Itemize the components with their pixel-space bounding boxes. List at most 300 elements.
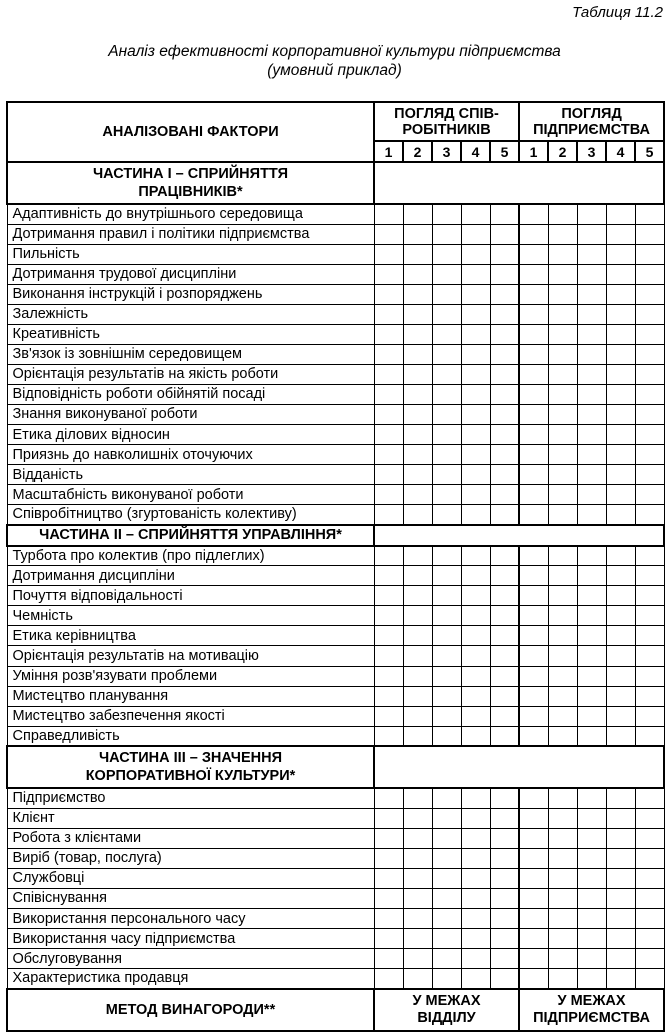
rating-cell[interactable]: [519, 888, 548, 908]
rating-cell[interactable]: [606, 404, 635, 424]
rating-cell[interactable]: [490, 485, 519, 505]
rating-cell[interactable]: [519, 324, 548, 344]
rating-cell[interactable]: [548, 868, 577, 888]
rating-cell[interactable]: [374, 324, 403, 344]
rating-cell[interactable]: [519, 445, 548, 465]
rating-cell[interactable]: [635, 546, 664, 566]
rating-cell[interactable]: [606, 425, 635, 445]
rating-cell[interactable]: [374, 929, 403, 949]
rating-cell[interactable]: [548, 304, 577, 324]
rating-cell[interactable]: [403, 264, 432, 284]
rating-cell[interactable]: [432, 505, 461, 525]
rating-cell[interactable]: [548, 566, 577, 586]
rating-cell[interactable]: [403, 465, 432, 485]
rating-cell[interactable]: [577, 485, 606, 505]
rating-cell[interactable]: [461, 868, 490, 888]
rating-cell[interactable]: [403, 586, 432, 606]
rating-cell[interactable]: [374, 949, 403, 969]
rating-cell[interactable]: [635, 264, 664, 284]
rating-cell[interactable]: [490, 404, 519, 424]
rating-cell[interactable]: [490, 304, 519, 324]
rating-cell[interactable]: [403, 969, 432, 989]
rating-cell[interactable]: [635, 505, 664, 525]
rating-cell[interactable]: [577, 364, 606, 384]
rating-cell[interactable]: [432, 726, 461, 746]
rating-cell[interactable]: [548, 848, 577, 868]
rating-cell[interactable]: [606, 848, 635, 868]
rating-cell[interactable]: [403, 666, 432, 686]
rating-cell[interactable]: [519, 546, 548, 566]
rating-cell[interactable]: [577, 726, 606, 746]
rating-cell[interactable]: [403, 304, 432, 324]
rating-cell[interactable]: [519, 686, 548, 706]
rating-cell[interactable]: [403, 284, 432, 304]
rating-cell[interactable]: [490, 244, 519, 264]
rating-cell[interactable]: [606, 204, 635, 224]
rating-cell[interactable]: [548, 726, 577, 746]
rating-cell[interactable]: [490, 706, 519, 726]
rating-cell[interactable]: [635, 244, 664, 264]
rating-cell[interactable]: [548, 808, 577, 828]
rating-cell[interactable]: [635, 566, 664, 586]
rating-cell[interactable]: [635, 425, 664, 445]
rating-cell[interactable]: [374, 626, 403, 646]
rating-cell[interactable]: [606, 626, 635, 646]
rating-cell[interactable]: [432, 344, 461, 364]
rating-cell[interactable]: [490, 848, 519, 868]
rating-cell[interactable]: [432, 586, 461, 606]
rating-cell[interactable]: [577, 686, 606, 706]
rating-cell[interactable]: [606, 224, 635, 244]
rating-cell[interactable]: [461, 364, 490, 384]
rating-cell[interactable]: [519, 808, 548, 828]
rating-cell[interactable]: [461, 788, 490, 808]
rating-cell[interactable]: [432, 868, 461, 888]
rating-cell[interactable]: [432, 384, 461, 404]
rating-cell[interactable]: [374, 284, 403, 304]
rating-cell[interactable]: [519, 304, 548, 324]
rating-cell[interactable]: [606, 888, 635, 908]
rating-cell[interactable]: [461, 969, 490, 989]
rating-cell[interactable]: [548, 666, 577, 686]
rating-cell[interactable]: [432, 686, 461, 706]
rating-cell[interactable]: [490, 505, 519, 525]
rating-cell[interactable]: [577, 929, 606, 949]
rating-cell[interactable]: [403, 888, 432, 908]
rating-cell[interactable]: [519, 284, 548, 304]
rating-cell[interactable]: [432, 706, 461, 726]
rating-cell[interactable]: [519, 404, 548, 424]
rating-cell[interactable]: [374, 666, 403, 686]
rating-cell[interactable]: [403, 706, 432, 726]
rating-cell[interactable]: [635, 848, 664, 868]
rating-cell[interactable]: [548, 586, 577, 606]
rating-cell[interactable]: [635, 808, 664, 828]
rating-cell[interactable]: [519, 224, 548, 244]
rating-cell[interactable]: [635, 404, 664, 424]
rating-cell[interactable]: [432, 264, 461, 284]
rating-cell[interactable]: [461, 888, 490, 908]
rating-cell[interactable]: [548, 686, 577, 706]
rating-cell[interactable]: [432, 304, 461, 324]
rating-cell[interactable]: [432, 808, 461, 828]
rating-cell[interactable]: [606, 909, 635, 929]
rating-cell[interactable]: [577, 969, 606, 989]
rating-cell[interactable]: [490, 264, 519, 284]
rating-cell[interactable]: [490, 606, 519, 626]
rating-cell[interactable]: [577, 284, 606, 304]
rating-cell[interactable]: [461, 465, 490, 485]
rating-cell[interactable]: [374, 888, 403, 908]
rating-cell[interactable]: [403, 909, 432, 929]
rating-cell[interactable]: [490, 546, 519, 566]
rating-cell[interactable]: [403, 808, 432, 828]
rating-cell[interactable]: [519, 666, 548, 686]
rating-cell[interactable]: [577, 264, 606, 284]
rating-cell[interactable]: [403, 868, 432, 888]
rating-cell[interactable]: [548, 888, 577, 908]
rating-cell[interactable]: [432, 566, 461, 586]
rating-cell[interactable]: [635, 686, 664, 706]
rating-cell[interactable]: [606, 384, 635, 404]
rating-cell[interactable]: [577, 706, 606, 726]
rating-cell[interactable]: [461, 425, 490, 445]
rating-cell[interactable]: [519, 828, 548, 848]
rating-cell[interactable]: [374, 264, 403, 284]
rating-cell[interactable]: [403, 244, 432, 264]
rating-cell[interactable]: [374, 546, 403, 566]
rating-cell[interactable]: [461, 626, 490, 646]
rating-cell[interactable]: [606, 244, 635, 264]
rating-cell[interactable]: [635, 888, 664, 908]
rating-cell[interactable]: [548, 364, 577, 384]
rating-cell[interactable]: [635, 364, 664, 384]
rating-cell[interactable]: [635, 586, 664, 606]
rating-cell[interactable]: [461, 404, 490, 424]
rating-cell[interactable]: [548, 706, 577, 726]
rating-cell[interactable]: [403, 364, 432, 384]
rating-cell[interactable]: [403, 929, 432, 949]
rating-cell[interactable]: [461, 224, 490, 244]
rating-cell[interactable]: [577, 425, 606, 445]
rating-cell[interactable]: [548, 324, 577, 344]
rating-cell[interactable]: [490, 384, 519, 404]
rating-cell[interactable]: [432, 485, 461, 505]
rating-cell[interactable]: [432, 828, 461, 848]
rating-cell[interactable]: [432, 284, 461, 304]
rating-cell[interactable]: [490, 364, 519, 384]
rating-cell[interactable]: [606, 505, 635, 525]
rating-cell[interactable]: [461, 284, 490, 304]
rating-cell[interactable]: [403, 384, 432, 404]
rating-cell[interactable]: [461, 384, 490, 404]
rating-cell[interactable]: [374, 646, 403, 666]
rating-cell[interactable]: [577, 808, 606, 828]
rating-cell[interactable]: [490, 788, 519, 808]
rating-cell[interactable]: [577, 384, 606, 404]
rating-cell[interactable]: [606, 949, 635, 969]
rating-cell[interactable]: [374, 726, 403, 746]
rating-cell[interactable]: [548, 344, 577, 364]
rating-cell[interactable]: [606, 646, 635, 666]
rating-cell[interactable]: [403, 949, 432, 969]
rating-cell[interactable]: [548, 969, 577, 989]
rating-cell[interactable]: [519, 929, 548, 949]
rating-cell[interactable]: [461, 244, 490, 264]
rating-cell[interactable]: [577, 606, 606, 626]
rating-cell[interactable]: [490, 465, 519, 485]
rating-cell[interactable]: [635, 344, 664, 364]
rating-cell[interactable]: [490, 425, 519, 445]
rating-cell[interactable]: [635, 284, 664, 304]
rating-cell[interactable]: [490, 284, 519, 304]
rating-cell[interactable]: [606, 606, 635, 626]
rating-cell[interactable]: [490, 566, 519, 586]
rating-cell[interactable]: [548, 606, 577, 626]
rating-cell[interactable]: [577, 909, 606, 929]
rating-cell[interactable]: [577, 868, 606, 888]
rating-cell[interactable]: [490, 888, 519, 908]
rating-cell[interactable]: [461, 929, 490, 949]
rating-cell[interactable]: [490, 868, 519, 888]
rating-cell[interactable]: [606, 788, 635, 808]
rating-cell[interactable]: [374, 788, 403, 808]
rating-cell[interactable]: [577, 788, 606, 808]
rating-cell[interactable]: [606, 546, 635, 566]
rating-cell[interactable]: [490, 626, 519, 646]
rating-cell[interactable]: [432, 646, 461, 666]
rating-cell[interactable]: [461, 646, 490, 666]
rating-cell[interactable]: [403, 646, 432, 666]
rating-cell[interactable]: [374, 485, 403, 505]
rating-cell[interactable]: [635, 706, 664, 726]
rating-cell[interactable]: [461, 909, 490, 929]
rating-cell[interactable]: [432, 888, 461, 908]
rating-cell[interactable]: [461, 848, 490, 868]
rating-cell[interactable]: [577, 626, 606, 646]
rating-cell[interactable]: [432, 929, 461, 949]
rating-cell[interactable]: [606, 868, 635, 888]
rating-cell[interactable]: [519, 949, 548, 969]
rating-cell[interactable]: [519, 626, 548, 646]
rating-cell[interactable]: [461, 344, 490, 364]
rating-cell[interactable]: [635, 726, 664, 746]
rating-cell[interactable]: [606, 324, 635, 344]
rating-cell[interactable]: [606, 929, 635, 949]
rating-cell[interactable]: [490, 445, 519, 465]
rating-cell[interactable]: [606, 828, 635, 848]
rating-cell[interactable]: [403, 344, 432, 364]
rating-cell[interactable]: [606, 726, 635, 746]
rating-cell[interactable]: [461, 505, 490, 525]
rating-cell[interactable]: [403, 546, 432, 566]
rating-cell[interactable]: [490, 686, 519, 706]
rating-cell[interactable]: [490, 828, 519, 848]
rating-cell[interactable]: [548, 828, 577, 848]
rating-cell[interactable]: [374, 384, 403, 404]
rating-cell[interactable]: [461, 566, 490, 586]
rating-cell[interactable]: [577, 566, 606, 586]
rating-cell[interactable]: [577, 646, 606, 666]
rating-cell[interactable]: [432, 224, 461, 244]
rating-cell[interactable]: [403, 686, 432, 706]
rating-cell[interactable]: [432, 324, 461, 344]
rating-cell[interactable]: [490, 586, 519, 606]
rating-cell[interactable]: [432, 546, 461, 566]
rating-cell[interactable]: [635, 666, 664, 686]
rating-cell[interactable]: [490, 646, 519, 666]
rating-cell[interactable]: [490, 666, 519, 686]
rating-cell[interactable]: [374, 344, 403, 364]
rating-cell[interactable]: [374, 224, 403, 244]
rating-cell[interactable]: [432, 445, 461, 465]
rating-cell[interactable]: [519, 706, 548, 726]
rating-cell[interactable]: [490, 969, 519, 989]
rating-cell[interactable]: [432, 204, 461, 224]
rating-cell[interactable]: [635, 204, 664, 224]
rating-cell[interactable]: [461, 828, 490, 848]
rating-cell[interactable]: [461, 586, 490, 606]
rating-cell[interactable]: [403, 404, 432, 424]
rating-cell[interactable]: [374, 808, 403, 828]
rating-cell[interactable]: [432, 626, 461, 646]
rating-cell[interactable]: [577, 505, 606, 525]
rating-cell[interactable]: [606, 284, 635, 304]
rating-cell[interactable]: [432, 364, 461, 384]
rating-cell[interactable]: [519, 485, 548, 505]
rating-cell[interactable]: [461, 706, 490, 726]
rating-cell[interactable]: [432, 969, 461, 989]
rating-cell[interactable]: [461, 485, 490, 505]
rating-cell[interactable]: [635, 304, 664, 324]
rating-cell[interactable]: [403, 425, 432, 445]
rating-cell[interactable]: [374, 404, 403, 424]
rating-cell[interactable]: [548, 224, 577, 244]
rating-cell[interactable]: [461, 949, 490, 969]
rating-cell[interactable]: [403, 566, 432, 586]
rating-cell[interactable]: [519, 868, 548, 888]
rating-cell[interactable]: [606, 344, 635, 364]
rating-cell[interactable]: [403, 485, 432, 505]
rating-cell[interactable]: [490, 344, 519, 364]
rating-cell[interactable]: [403, 788, 432, 808]
rating-cell[interactable]: [577, 666, 606, 686]
rating-cell[interactable]: [548, 646, 577, 666]
rating-cell[interactable]: [548, 788, 577, 808]
rating-cell[interactable]: [577, 949, 606, 969]
rating-cell[interactable]: [577, 848, 606, 868]
rating-cell[interactable]: [519, 788, 548, 808]
rating-cell[interactable]: [548, 284, 577, 304]
rating-cell[interactable]: [519, 264, 548, 284]
rating-cell[interactable]: [403, 445, 432, 465]
rating-cell[interactable]: [374, 969, 403, 989]
rating-cell[interactable]: [635, 868, 664, 888]
rating-cell[interactable]: [606, 586, 635, 606]
rating-cell[interactable]: [461, 304, 490, 324]
rating-cell[interactable]: [577, 204, 606, 224]
rating-cell[interactable]: [461, 546, 490, 566]
rating-cell[interactable]: [635, 324, 664, 344]
rating-cell[interactable]: [548, 445, 577, 465]
rating-cell[interactable]: [432, 244, 461, 264]
rating-cell[interactable]: [374, 566, 403, 586]
rating-cell[interactable]: [519, 726, 548, 746]
rating-cell[interactable]: [374, 465, 403, 485]
rating-cell[interactable]: [577, 888, 606, 908]
rating-cell[interactable]: [403, 626, 432, 646]
rating-cell[interactable]: [635, 465, 664, 485]
rating-cell[interactable]: [548, 546, 577, 566]
rating-cell[interactable]: [403, 606, 432, 626]
rating-cell[interactable]: [432, 425, 461, 445]
rating-cell[interactable]: [635, 949, 664, 969]
rating-cell[interactable]: [635, 646, 664, 666]
rating-cell[interactable]: [461, 204, 490, 224]
rating-cell[interactable]: [548, 384, 577, 404]
rating-cell[interactable]: [374, 586, 403, 606]
rating-cell[interactable]: [461, 324, 490, 344]
rating-cell[interactable]: [432, 404, 461, 424]
rating-cell[interactable]: [490, 949, 519, 969]
rating-cell[interactable]: [374, 304, 403, 324]
rating-cell[interactable]: [432, 465, 461, 485]
rating-cell[interactable]: [490, 224, 519, 244]
rating-cell[interactable]: [374, 445, 403, 465]
rating-cell[interactable]: [403, 848, 432, 868]
rating-cell[interactable]: [548, 404, 577, 424]
rating-cell[interactable]: [374, 364, 403, 384]
rating-cell[interactable]: [606, 445, 635, 465]
rating-cell[interactable]: [403, 505, 432, 525]
rating-cell[interactable]: [403, 726, 432, 746]
rating-cell[interactable]: [490, 726, 519, 746]
rating-cell[interactable]: [577, 244, 606, 264]
rating-cell[interactable]: [519, 909, 548, 929]
rating-cell[interactable]: [403, 828, 432, 848]
rating-cell[interactable]: [374, 909, 403, 929]
rating-cell[interactable]: [374, 848, 403, 868]
rating-cell[interactable]: [577, 224, 606, 244]
rating-cell[interactable]: [577, 546, 606, 566]
rating-cell[interactable]: [635, 445, 664, 465]
rating-cell[interactable]: [548, 244, 577, 264]
rating-cell[interactable]: [606, 304, 635, 324]
rating-cell[interactable]: [403, 324, 432, 344]
rating-cell[interactable]: [635, 224, 664, 244]
rating-cell[interactable]: [635, 929, 664, 949]
rating-cell[interactable]: [635, 485, 664, 505]
rating-cell[interactable]: [403, 204, 432, 224]
rating-cell[interactable]: [432, 909, 461, 929]
rating-cell[interactable]: [461, 726, 490, 746]
rating-cell[interactable]: [548, 204, 577, 224]
rating-cell[interactable]: [432, 788, 461, 808]
rating-cell[interactable]: [374, 244, 403, 264]
rating-cell[interactable]: [577, 465, 606, 485]
rating-cell[interactable]: [606, 566, 635, 586]
rating-cell[interactable]: [606, 808, 635, 828]
rating-cell[interactable]: [548, 485, 577, 505]
rating-cell[interactable]: [461, 686, 490, 706]
rating-cell[interactable]: [635, 626, 664, 646]
rating-cell[interactable]: [606, 485, 635, 505]
rating-cell[interactable]: [461, 808, 490, 828]
rating-cell[interactable]: [374, 706, 403, 726]
rating-cell[interactable]: [635, 606, 664, 626]
rating-cell[interactable]: [374, 868, 403, 888]
rating-cell[interactable]: [635, 828, 664, 848]
